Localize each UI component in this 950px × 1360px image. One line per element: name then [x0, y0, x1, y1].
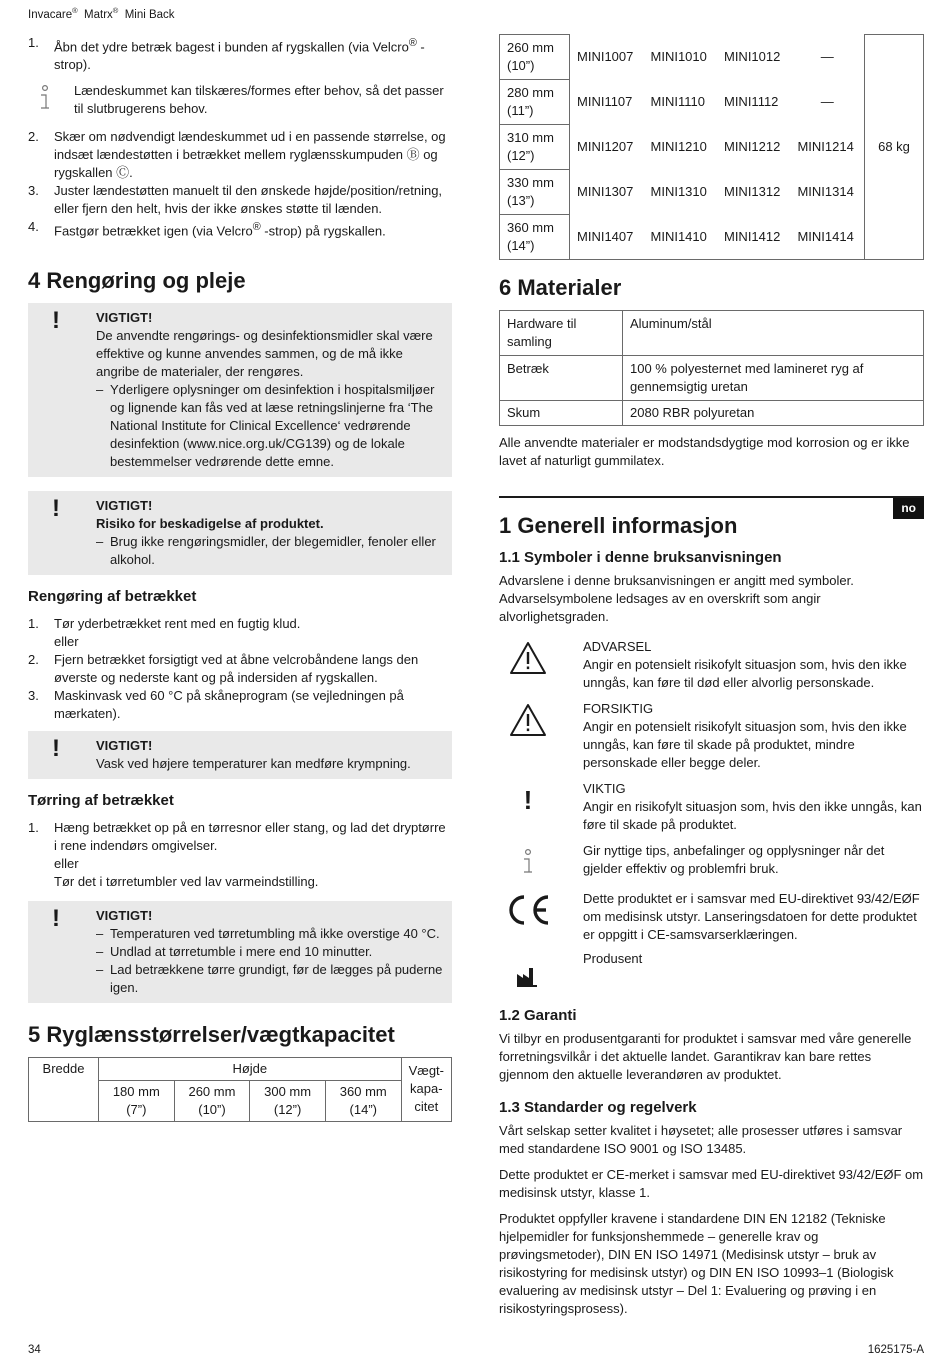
- column-header-capacity: Vægt- kapa- citet: [401, 1057, 451, 1121]
- warning-box-wash: ! VIGTIGT! Vask ved højere temperaturer kan medføre krympning.: [28, 731, 452, 779]
- exclamation-icon: !: [52, 904, 60, 932]
- list-item: 2. Skær om nødvendigt lændeskummet ud i en passende størrelse, og indsæt lændestøtten i betrækket mellem ryglænsskumpuden Ⓑ og rygskallen Ⓒ.: [28, 129, 446, 181]
- list-item: 3. Juster lændestøtten manuelt til den ønskede højde/position/retning, eller fjern den helt, hvis der ikke ønskes støtte til lænden.: [28, 183, 443, 217]
- table-row: Betræk 100 % polyesternet med lamineret ryg af gennemsigtig uretan: [500, 356, 924, 401]
- symbol-caution: FORSIKTIG Angir en potensielt risikofylt situasjon som, hvis den ikke unngås, kan føre til skade på produktet, mindre personskade eller begge deler.: [499, 700, 924, 772]
- subsection-title-symbols: 1.1 Symboler i denne bruksanvisningen: [499, 549, 782, 566]
- warranty-text: Vi tilbyr en produsentgaranti for produktet i samsvar med våre generelle forretningsvilkår i det aktuelle landet. Garantikrav kan bare rettes gjennom den aktuelle leverandøren av produktet.: [499, 1031, 912, 1082]
- subsection-title-warranty: 1.2 Garanti: [499, 1007, 577, 1024]
- cleaning-steps: [28, 615, 452, 723]
- document-number: 1625175-A: [867, 1344, 924, 1356]
- list-item: 1. Hæng betrækket op på en tørresnor eller stang, og lad det dryptørre i rene indendørs omgivelser. eller Tør det i tørretumbler ved lav varmeindstilling.: [28, 819, 446, 889]
- manufacturer-icon: [515, 964, 541, 988]
- info-icon: [36, 84, 54, 112]
- table-row: 360 mm (14”) MINI1407 MINI1410 MINI1412 MINI1414: [500, 215, 924, 260]
- left-column: [28, 34, 452, 1122]
- symbol-ce: Dette produktet er i samsvar med EU-direktivet 93/42/EØF om medisinsk utstyr. Lanseringsdatoen for dette produktet er oppgitt i CE-samsvarserklæringen.: [499, 890, 924, 944]
- column-header-width: Bredde: [29, 1057, 99, 1121]
- ce-mark-icon: [504, 893, 552, 927]
- exclamation-icon: !: [52, 494, 60, 522]
- symbol-info: Gir nyttige tips, anbefalinger og opplysninger når det gjelder effektiv og problemfri bruk.: [499, 842, 924, 878]
- registered-mark: ®: [112, 6, 119, 15]
- info-note: Lændeskummet kan tilskæres/formes efter behov, så det passer til slutbrugerens behov.: [28, 82, 452, 118]
- height-260: 260 mm (10”): [174, 1080, 250, 1121]
- exclamation-icon: !: [52, 734, 60, 762]
- product-model: Mini Back: [124, 8, 175, 21]
- height-180: 180 mm (7”): [99, 1080, 175, 1121]
- list-item: 4. Fastgør betrækket igen (via Velcro® -strop) på rygskallen.: [28, 219, 386, 239]
- materials-note: Alle anvendte materialer er modstandsdygtige mod korrosion og er ikke lavet af naturligt gummilatex.: [499, 435, 910, 468]
- table-row: 330 mm (13”) MINI1307 MINI1310 MINI1312 MINI1314: [500, 170, 924, 215]
- assembly-steps-top: [28, 34, 452, 74]
- table-row: Skum 2080 RBR polyuretan: [500, 401, 924, 426]
- standards-text-3: Produktet oppfyller kravene i standardene DIN EN 12182 (Tekniske hjelpemidler for funksjonshemmede – generelle krav og prøvingsmetoder), DIN EN ISO 14971 (Medisinsk utstyr – bruk av risikostyring for medisinsk utstyr) og DIN EN ISO 10993–1 (Biologisk evaluering av medisinsk utstyr – Del 1: Evaluering og prøving i en risikostyringsprosess).: [499, 1211, 894, 1316]
- product-line: Matrx: [84, 8, 113, 21]
- warning-box-damage: ! VIGTIGT! Risiko for beskadigelse af produktet. – Brug ikke rengøringsmidler, der blegemidler, fenoler eller alkohol.: [28, 491, 452, 575]
- section-title-general: 1 Generell informasjon: [499, 513, 738, 538]
- subsection-title-cleaning-cover: Rengøring af betrækket: [28, 587, 197, 605]
- table-row: 310 mm (12”) MINI1207 MINI1210 MINI1212 MINI1214: [500, 125, 924, 170]
- section-title-materials: 6 Materialer: [499, 275, 622, 300]
- list-item: 1. Åbn det ydre betræk bagest i bunden af rygskallen (via Velcro® -strop).: [28, 35, 425, 73]
- height-300: 300 mm (12”): [250, 1080, 326, 1121]
- language-tab: no: [893, 498, 924, 519]
- symbol-important: ! VIKTIG Angir en risikofylt situasjon som, hvis den ikke unngås, kan føre til skade på produktet.: [499, 780, 924, 834]
- brand-name: Invacare: [28, 8, 73, 21]
- capacity-value: 68 kg: [865, 35, 924, 260]
- symbol-warning: ADVARSEL Angir en potensielt risikofylt situasjon som, hvis den ikke unngås, kan føre til død eller alvorlig personskade.: [499, 638, 924, 692]
- column-header-height: Højde: [99, 1057, 402, 1080]
- page-number: 34: [28, 1344, 41, 1356]
- page-header: [28, 6, 175, 21]
- symbols-intro: Advarslene i denne bruksanvisningen er angitt med symboler. Advarselsymbolene ledsages av en overskrift som angir alvorlighetsgraden.: [499, 573, 854, 624]
- height-360: 360 mm (14”): [325, 1080, 401, 1121]
- list-item: 2. Fjern betrækket forsigtigt ved at åbne velcrobåndene langs den øverste og nederste kant og på indersiden af rygskallen.: [28, 651, 419, 685]
- list-item: 3. Maskinvask ved 60 °C på skåneprogram (se vejledningen på mærkaten).: [28, 687, 404, 721]
- section-title-cleaning: 4 Rengøring og pleje: [28, 267, 246, 293]
- standards-text-1: Vårt selskap setter kvalitet i høysetet; alle prosesser utføres i samsvar med standardene ISO 9001 og ISO 13485.: [499, 1123, 903, 1156]
- table-row: 260 mm (10”) MINI1007 MINI1010 MINI1012 — 68 kg: [500, 35, 924, 80]
- section-title-sizes: 5 Ryglænsstørrelser/vægtkapacitet: [28, 1021, 395, 1047]
- table-row: 280 mm (11”) MINI1107 MINI1110 MINI1112 —: [500, 80, 924, 125]
- warning-triangle-icon: [509, 641, 547, 675]
- size-table-header: [28, 1057, 452, 1122]
- right-column: [499, 34, 924, 1318]
- warning-box-disinfection: ! VIGTIGT! De anvendte rengørings- og desinfektionsmidler skal være effektive og kunne anvendes sammen, og de må ikke angribe de materialer, der rengøres. – Yderligere oplysninger om desinfektion i hospitalsmiljøer og lignende kan fås ved at læse retningslinjerne fra ‘The National Institute for Clinical Excellence‘ vedrørende desinfektion (www.nice.org.uk/CG139) og de lokale bestemmelser vedrørende dette emne.: [28, 303, 452, 477]
- symbol-manufacturer: Produsent: [499, 950, 924, 994]
- caution-triangle-icon: [509, 703, 547, 737]
- model-table: [499, 34, 924, 260]
- info-icon: [519, 848, 537, 876]
- subsection-title-standards: 1.3 Standarder og regelverk: [499, 1099, 697, 1116]
- assembly-steps-mid: [28, 128, 452, 240]
- list-item: 1. Tør yderbetrækket rent med en fugtig klud. eller: [28, 615, 301, 649]
- subsection-title-drying-cover: Tørring af betrækket: [28, 791, 174, 809]
- section-divider: [499, 496, 924, 515]
- table-row: Hardware til samling Aluminum/stål: [500, 311, 924, 356]
- standards-text-2: Dette produktet er CE-merket i samsvar med EU-direktivet 93/42/EØF om medisinsk utstyr, klasse 1.: [499, 1167, 924, 1200]
- drying-steps: [28, 819, 452, 891]
- registered-mark: ®: [72, 6, 78, 15]
- warning-box-drying: ! VIGTIGT! – Temperaturen ved tørretumbling må ikke overstige 40 °C. – Undlad at tørretumble i mere end 10 minutter. – Lad betrækkene tørre grundigt, før de lægges på puderne igen.: [28, 901, 452, 1003]
- exclamation-icon: !: [52, 306, 60, 334]
- materials-table: [499, 310, 924, 426]
- exclamation-icon: !: [523, 785, 533, 815]
